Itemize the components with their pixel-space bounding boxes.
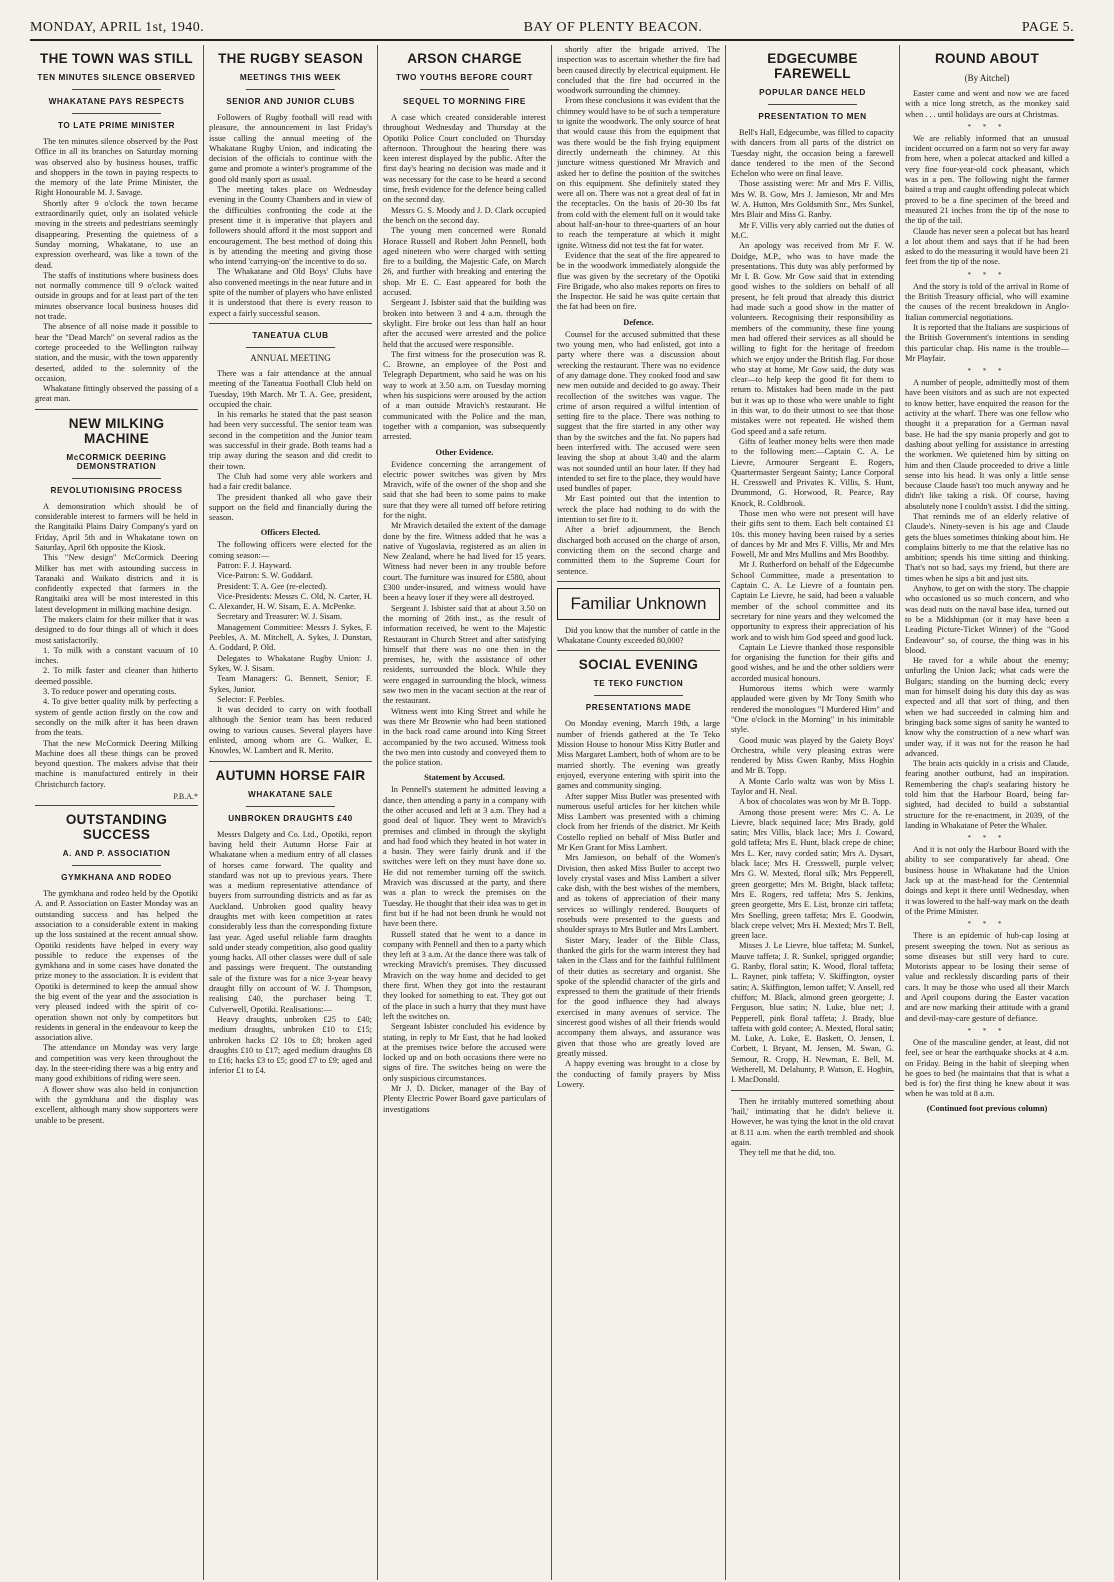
section-separator: * * * bbox=[967, 122, 1007, 131]
paragraph: Mr Mravich detailed the extent of the damage done by the fire. Witness added that he was a native of Yugoslavia, registered as an alien in New Zealand, where he had lived for 15 years. Witness had never been in any trouble before court. The furniture was insured for £580, about £300 under-insured, and witness would have been a heavy loser if they were all destroyed. bbox=[383, 521, 546, 603]
subheading: TO LATE PRIME MINISTER bbox=[57, 121, 176, 130]
divider bbox=[420, 89, 510, 90]
paragraph: Mr J. D. Dicker, manager of the Bay of Plenty Electric Power Board gave particulars of investigations bbox=[383, 1084, 546, 1114]
headline: OUTSTANDING SUCCESS bbox=[65, 812, 168, 843]
paragraph: 2. To milk faster and cleaner than hitherto deemed possible. bbox=[35, 666, 198, 686]
paragraph: Claude has never seen a polecat but has heard a lot about them and says that if he had been asked to do the measuring it would have been 21 feet from the tip of the nose. bbox=[905, 226, 1069, 267]
paragraph: This "New design" McCormick Deering Milker has met with astounding success in Taranaki and Waikato districts and it is confidently expected that farmers in the Rangitaiki area will be most interested in this latest development in milking machine design. bbox=[35, 553, 198, 614]
paragraph: Sister Mary, leader of the Bible Class, thanked the girls for the warm interest they had taken in the Class and for the faithful fulfilment of their duties as secretary and organist. She spoke of the splendid character of the girls and expressed to them the gratitude of their friends for the good influence they had always exercised in many avenues of service. The sincerest good wishes of all their friends would accompany them always, and assurance was given that those who are greatly loved are greatly missed. bbox=[557, 935, 720, 1058]
paragraph: Counsel for the accused submitted that these two young men, who had enlisted, got into a party where there was a discussion about wrecking the restaurant. There was no evidence of any damage done. They cooked food and saw new men outside and decided to go away. Their recollection of the switches was vague. The crime of arson required a wilful intention of setting fire to the place. There was nothing to suggest that the fire started in any other way than by the switches and the fat. No papers had been interfered with. The accused were seen leaving the shop at about 3.40 and the alarm was not sounded until an hour later. If they had intended to set fire to the place, they would have used bundles of paper. bbox=[557, 329, 720, 494]
article-town-was-still bbox=[35, 51, 198, 410]
subheading: POPULAR DANCE HELD bbox=[759, 88, 866, 97]
paragraph: The meeting takes place on Wednesday evening in the County Chambers and in view of the difficulties confronting the code at the present time it is imperative that players and followers should afford it the most support and encouragement. The best method of doing this is by attending the meeting and giving those who intend 'carrying-on' the incentive to do so. bbox=[209, 185, 372, 267]
masthead-page-number: PAGE 5. bbox=[1021, 20, 1074, 35]
paragraph: Whakatane fittingly observed the passing of a great man. bbox=[35, 384, 198, 404]
article-body bbox=[557, 626, 720, 647]
article-arson-continued bbox=[557, 45, 720, 582]
paragraph: A happy evening was brought to a close by the conducting of family prayers by Miss Lowery. bbox=[557, 1059, 720, 1089]
paragraph: Messrs G. S. Moody and J. D. Clark occupied the bench on the second day. bbox=[383, 205, 546, 225]
headline: NEW MILKING MACHINE bbox=[68, 415, 165, 446]
masthead bbox=[30, 20, 1074, 41]
paragraph: Heavy draughts, unbroken £25 to £40; medium draughts, unbroken £10 to £15; unbroken hacks £2 10s to £8; broken aged draughts £10 to £17; aged medium draughts £8 to £16; hacks £3 to £5; good £7 to £9; aged and inferior £1 to £4. bbox=[209, 1014, 372, 1076]
article-body bbox=[731, 128, 894, 1086]
paragraph: The first witness for the prosecution was R. C. Browne, an employee of the Post and Telegraph Department, who said he was on his way to work at 3.50 a.m. on Tuesday morning when his suspicions were aroused by the action of a man outside Mravich's restaurant. He communicated with the Police and the man, together with a companion, was subsequently arrested. bbox=[383, 349, 546, 442]
paragraph: The president thanked all who gave their support on the field and financially during the season. bbox=[209, 492, 372, 523]
paragraph: In his remarks he stated that the past season had been very successful. The senior team was second in the competition and the Junior team was successful in their grade. Both teams had a trip away during the season and did credit to their town. bbox=[209, 410, 372, 471]
divider bbox=[72, 113, 162, 114]
paragraph: An apology was received from Mr F. W. Doidge, M.P., who was to have made the presentations. This duty was ably performed by Mr I. B. Gow. Mr Gow said that in extending good wishes to the soldiers on behalf of all present, he felt proud that already this district had made such a good show in the matter of volunteers. Recognising their responsibility as members of the community, these fine young men had offered their services as all should be willing to fight for the heritage of freedom which we enjoy under the British flag. For those who stay at home, Mr Gow said, the duty was clear—to help keep the good fit for them to return to. Mistakes had been made in the past but it was up to those who were unable to fight in this war, to do their utmost to see that those mistakes were not repeated. He wished them God speed and a safe return. bbox=[731, 241, 894, 436]
subheading: A. AND P. ASSOCIATION bbox=[62, 849, 171, 859]
paragraph: The gymkhana and rodeo held by the Opotiki A. and P. Association on Easter Monday was an outstanding success and has helped the association to a considerable extent in making up the loss sustained at the recent annual show. Opotiki residents have helped in every way possible to reduce the expenses of the gymkhana and in some cases have donated the prize money to the association. It is evident that Opotiki is determined to keep the annual show the big event of the year and the association is very pleased indeed with the spirit of co-operation shown not only by competitors but residents in general in the endeavour to keep the association alive. bbox=[35, 889, 198, 1043]
article-body bbox=[209, 830, 372, 1077]
article-new-milking-machine bbox=[35, 416, 198, 806]
subheading: REVOLUTIONISING PROCESS bbox=[50, 485, 183, 495]
headline: EDGECUMBE FAREWELL bbox=[767, 51, 858, 81]
subheading: TE TEKO FUNCTION bbox=[593, 679, 684, 689]
subheading: TWO YOUTHS BEFORE COURT bbox=[396, 73, 533, 82]
section-separator: * * * bbox=[967, 1026, 1007, 1035]
paragraph: The ten minutes silence observed by the Post Office in all its branches on Saturday morning was observed also by business houses, traffic and shoppers in the town in paying respects to the memory of the late Prime Minister, the Right Honourable M. J. Savage. bbox=[35, 137, 198, 198]
column-5 bbox=[726, 45, 900, 1580]
masthead-paper-name: BAY OF PLENTY BEACON. bbox=[523, 20, 703, 35]
article-body bbox=[383, 113, 546, 1115]
paragraph: And the story is told of the arrival in Rome of the British Treasury official, who will examine the causes of the recent breakdown in Anglo-Italian commercial negotiations. bbox=[905, 281, 1069, 322]
column-6 bbox=[900, 45, 1074, 1580]
paragraph: The absence of all noise made it possible to hear the "Dead March" on several radios as the cortege proceeded to the Wellington railway station, and the music, with the town apparently deserted, added to the solemnity of the occasion. bbox=[35, 322, 198, 383]
paragraph: Followers of Rugby football will read with pleasure, the announcement in last Friday's issue calling the annual meeting of the Whakatane Rugby Union, and indicating the decision of the officials to continue with the game and promote a winter's programme of the good old manly sport as usual. bbox=[209, 113, 372, 184]
paragraph: That reminds me of an elderly relative of Claude's. Ninety-seven is his age and Claude gets the blues sometimes thinking about him. He complains bitterly to me that the relative has no ambition; spends his time sitting and thinking. That's not so bad, says my friend, but there are times when he sips a bit and just sits. bbox=[905, 511, 1069, 583]
headline: THE TOWN WAS STILL bbox=[40, 51, 193, 66]
paragraph: Shortly after 9 o'clock the town became extraordinarily quiet, only an isolated vehicle moving in the streets and pedestrians seemingly disappearing. Presenting the quietness of a Sunday morning, Whakatane, to use an expression overheard, was like a town of the dead. bbox=[35, 198, 198, 270]
headline: SOCIAL EVENING bbox=[578, 657, 699, 673]
paragraph: Delegates to Whakatane Rugby Union: J. Sykes, W. J. Sisam. bbox=[209, 653, 372, 673]
article-arson-charge bbox=[383, 51, 546, 1119]
subheading: McCORMICK DEERING DEMONSTRATION bbox=[66, 452, 167, 471]
paragraph: Mr East pointed out that the intention to wreck the place had nothing to do with the intention to set fire to it. bbox=[557, 494, 720, 525]
paragraph: Mr J. Rutherford on behalf of the Edgecumbe School Committee, made a presentation to Captain C. A. Le Lievre of a fountain pen. Captain Le Lievre, he said, had been a valuable member of the school committee and its secretary for nine years and they welcomed the opportunity to express their appreciation of his work and to wish him God speed and good luck. bbox=[731, 560, 894, 642]
paragraph: Among those present were: Mrs C. A. Le Lievre, black sequined lace; Mrs Brady, gold satin; Mrs Villis, black lace; Mrs J. Coward, gold taffeta; Mrs E. Hunt, black crepe de chine; Mrs L. Ker, navy corded satin; Mrs A. Dysart, black lace; Mrs H. Cresswell, purple velvet; Mrs G. W. Mexted, floral silk; Mrs Pepperell, green georgette; Mrs M. Bright, black taffeta; Mrs E. Rogers, red taffeta; Mrs S. Jenkins, green georgette, Mrs E. List, bronze ciri taffeta; Mrs Snelling, green taffeta; Mrs E. Goodwin, black crepe velvet; Mrs H. Mexted; Mrs T. Bell, green lace. bbox=[731, 807, 894, 941]
paragraph: The young men concerned were Ronald Horace Russell and Robert John Pennell, both aged nineteen who were charged with setting fire to a building, the Majestic Cafe, on March 26, and further with breaking and entering the shop. Mr E. C. East appeared for both the accused. bbox=[383, 226, 546, 298]
paragraph: Secretary and Treasurer: W. J. Sisam. bbox=[217, 612, 343, 622]
paragraph: On Monday evening, March 19th, a large number of friends gathered at the Te Teko Mission House to honour Miss Kitty Butler and Miss Margaret Lambert, both of whom are to be married shortly. The evening was greatly enjoyed, everyone entering with spirit into the games and community singing. bbox=[557, 719, 720, 791]
headline: ARSON CHARGE bbox=[407, 51, 522, 66]
paragraph: And it is not only the Harbour Board with the ability to see comparatively far ahead. One business house in Whakatane had the Union Jack up at the mast-head for the Centennial doings and kept it there until Wednesday, when it was lowered to the half-way mark on the death of the Prime Minister. bbox=[905, 845, 1069, 916]
paragraph: 1. To milk with a constant vacuum of 10 inches. bbox=[35, 645, 198, 666]
article-body bbox=[209, 113, 372, 319]
paragraph: A demonstration which should be of considerable interest to farmers will be held in the Rangitaiki Plains Dairy Company's yard on Friday, April 5th and in Whakatane town on Saturday, April 6th opposite the Kiosk. bbox=[35, 501, 198, 552]
paragraph: The brain acts quickly in a crisis and Claude, fearing another outburst, had an inspiration. Remembering the chap's seafaring history he told him that the Harbour Board, being far-sighted, had decided to build a substantial structure for the re-enactment, in 2039, of the landing in Whakatane of Peter the Whaler. bbox=[905, 759, 1069, 830]
paragraph: A box of chocolates was won by Mr B. Topp. bbox=[739, 797, 892, 807]
byline: (By Aitchel) bbox=[964, 73, 1010, 83]
paragraph: Bell's Hall, Edgecumbe, was filled to capacity with dancers from all parts of the district on Tuesday night, the occasion being a farewell dance tendered to the men of the Second Echelon who were on final leave. bbox=[731, 128, 894, 179]
divider bbox=[246, 89, 336, 90]
article-familiar-unknown bbox=[557, 588, 720, 652]
subheading: WHAKATANE PAYS RESPECTS bbox=[48, 97, 185, 106]
columns bbox=[30, 45, 1074, 1580]
divider bbox=[72, 478, 162, 479]
paragraph: Those assisting were: Mr and Mrs F. Villis, Mrs W. B. Gow, Mrs J. Jamieson, Mr and Mrs W. A. Hutton, Mrs Goldsmith Snr., Mrs Sunkel, Mrs Blair and Miss G. Ranby. bbox=[731, 179, 894, 220]
divider bbox=[72, 865, 162, 866]
paragraph: The staffs of institutions where business does not normally commence till 9 o'clock waited outside in groups and for at least part of the ten minutes observance local business houses did not trade. bbox=[35, 270, 198, 322]
paragraph: In Pennell's statement he admitted leaving a dance, then attending a party in a company with the other accused and left at 3 a.m. They had a good deal of liquor. They went to Mravich's premises and climbed in through the skylight and had food which they heated in hot water in a basin. They were fairly drunk and if the switches were left on they must have done so. He did not remember turning off the switch. Mravich was discussed at the party, and there was a plan to wreck the premises on the Tuesday. He thought that their idea was to get in first but if he had not been drunk he would not have been there. bbox=[383, 785, 546, 929]
article-taneatua-club bbox=[209, 331, 372, 762]
paragraph: Gifts of leather money belts were then made to the following men:—Captain C. A. Le Lievre, Armourer Sergeant E. Rogers, Quartermaster Sergeant Sainty; Lance Corporal H. Cresswell and Privates K. Villis, S. Hunt, Drummond, G. Horwood, R. Pearce, Ray Knock, R. Coldbrook. bbox=[731, 436, 894, 508]
paragraph: The makers claim for their milker that it was designed to do four things all of which it does most satisfactorily. bbox=[35, 614, 198, 645]
masthead-date: MONDAY, APRIL 1st, 1940. bbox=[30, 20, 205, 35]
article-body bbox=[209, 369, 372, 757]
paragraph: After supper Miss Butler was presented with numerous useful articles for her kitchen while Miss Lambert was presented with a chiming clock from her friends of the district. Mr Keith Costello replied on behalf of Miss Butler and Mr Ken Grant for Miss Lambert. bbox=[557, 791, 720, 852]
article-round-about bbox=[905, 51, 1069, 1117]
paragraph: Selector: F. Peebles. bbox=[217, 694, 285, 704]
paragraph: Sergeant J. Isbister said that at about 3.50 on the morning of 26th inst., as the result of information received, he went to the Majestic Restaurant in Church Street and after satisfying himself that there was no one then in the premises, he, with the assistance of other residents, surrounded the block. While they were engaged in surrounding the block, witness saw two men in the vacant section at the rear of the restaurant. bbox=[383, 603, 546, 706]
section-separator: * * * bbox=[967, 270, 1007, 279]
article-rugby-season bbox=[209, 51, 372, 324]
paragraph: shortly after the brigade arrived. The inspection was to ascertain whether the fire had been caused directly by electrical equipment. He concluded that the fire had occurred in the woodwork surrounding the chimney. bbox=[557, 45, 721, 96]
column-1 bbox=[30, 45, 204, 1580]
subheading: UNBROKEN DRAUGHTS £40 bbox=[228, 813, 353, 823]
divider bbox=[246, 806, 336, 807]
paragraph: Mrs Jamieson, on behalf of the Women's Division, then asked Miss Butler to accept two lovely crystal vases and Miss Lambert a silver cake dish, with the best wishes of the members, and as tokens of appreciation of their many services so willingly rendered. Bouquets of rosebuds were presented to the guests and shoulder sprays to Mrs Butler and Mrs Lambert. bbox=[557, 853, 720, 935]
paragraph: They tell me that he did, too. bbox=[739, 1148, 836, 1158]
paragraph: The attendance on Monday was very large and competition was very keen throughout the day. In the steer-riding there was a big entry and many good exhibitions of riding were seen. bbox=[35, 1043, 198, 1084]
paragraph: A number of people, admittedly most of them have been visitors and as such are not expected to know better, have enquired the reason for the activity at the wharf. There was one fellow who thought it a preparation for a German naval base. He had the spy mania properly and got to dashing about yelling for assistance in arresting the workmen. We quietened him by sitting on him and then Claude proceeded to drive a little sense into his head. It was only a little sense because Claude hasn't too much anyway and he didn't like taking a risk. Of course, having absolutely none I couldn't assist. I did the sitting. bbox=[905, 378, 1069, 511]
paragraph: Messrs Dalgety and Co. Ltd., Opotiki, report having held their Autumn Horse Fair at Whakatane when a medium entry of all classes of horses came forward. The quality and standard was not up to previous years. There was a medium representative attendance of buyers from surrounding districts and as far as Auckland. Unbroken good quality heavy draughts met with keen competition at rates considerably less than the corresponding fixture last year. Aged useful reliable farm draughts sold under steady competition, also good quality young hacks. All other classes were dull of sale and passings were frequent. The outstanding sale of the fixture was for a nice 3-year heavy draught filly on account of W. J. Thompson, realising £40, the purchaser being T. Culverwell, Opotiki. Realisations:— bbox=[209, 829, 372, 1014]
article-body bbox=[35, 137, 198, 405]
section-separator: * * * bbox=[967, 920, 1007, 929]
paragraph: One of the masculine gender, at least, did not feel, see or hear the earthquake shocks at 4 a.m. on Friday. Being in the habit of sleeping when he goes to bed (he maintains that that is what a bed is for) the first thing he knew about it was when he was told at 8 a.m. bbox=[905, 1037, 1069, 1099]
article-body bbox=[35, 889, 198, 1126]
paragraph: We are reliably informed that an unusual incident occurred on a farm not so very far away from here, when a polecat attacked and killed a very fine four-year-old cock pheasant, which was in a pen. The following night the farmer baited a trap and caught offending polecat which proved to be a fine specimen of the breed and measured 21 inches from the tip of the nose to the tip of the tail. bbox=[905, 133, 1069, 226]
paragraph: Good music was played by the Gaiety Boys' Orchestra, while very pleasing extras were rendered by Miss Gwen Ranby, Miss Hogbin and Mr B. Topp. bbox=[731, 735, 894, 776]
paragraph: 3. To reduce power and operating costs. bbox=[43, 687, 177, 697]
subheading: ANNUAL MEETING bbox=[250, 352, 331, 363]
paragraph: Anyhow, to get on with the story. The chappie who occasioned us so much concern, and who was dead nuts on the naval base idea, turned out to be a Midshipman (or it may have been a Leading Picture-Ticket Winner) of the "Good Endeavour" so, of course, the thing was in his blood. bbox=[905, 584, 1069, 655]
paragraph: 4. To give better quality milk by perfecting a system of gentle action firstly on the cow and secondly on the milk after it has been drawn from the teats. bbox=[35, 697, 198, 738]
paragraph: He raved for a while about the enemy; unfurling the Union Jack; what cads were the Bulgars; standing on the burning deck; every man for himself doing his duty this day as was expected and all that sort of thing, and then when we had succeeded in calming him and bringing back some signs of sanity he wanted to know why the construction of a new wharf was under way, if it was not for the reason he had advanced. bbox=[905, 656, 1069, 758]
subheading: MEETINGS THIS WEEK bbox=[239, 73, 342, 82]
article-autumn-horse-fair bbox=[209, 768, 372, 1081]
paragraph: Then he irritably muttered something about 'hail,' intimating that he didn't believe it. However, he was tying the knot in the old cravat at 8.11 a.m. when the earth trembled and shook again. bbox=[731, 1096, 894, 1147]
subheading: PRESENTATION TO MEN bbox=[758, 112, 867, 121]
column-3 bbox=[378, 45, 552, 1580]
headline: AUTUMN HORSE FAIR bbox=[215, 767, 366, 783]
headline: ROUND ABOUT bbox=[934, 51, 1040, 66]
paragraph: Evidence concerning the arrangement of electric power switches was given by Mrs Mravich, wife of the owner of the shop and she said that she had been to some pains to make sure that they were all turned off before retiring for the night. bbox=[383, 459, 546, 520]
article-edgecumbe-farewell bbox=[731, 51, 894, 1091]
column-4 bbox=[552, 45, 726, 1580]
subheading: TANEATUA CLUB bbox=[252, 330, 329, 340]
paragraph: There is an epidemic of hub-cap losing at present sweeping the town. Not as serious as some diseases but still very hard to cure. Motorists appear to be losing their sense of value and recklessly discarding parts of their cars. It may be those who used all their March and April coupons during the Easter vacation and are now marking their attitude with a grand and devil-may-care gesture of defiance. bbox=[905, 931, 1069, 1023]
article-body bbox=[905, 89, 1069, 1113]
paragraph: Vice-Presidents: Messrs C. Old, N. Carter, H. C. Alexander, H. W. Sisam, E. A. McPenke. bbox=[209, 591, 372, 612]
continued-note: (Continued foot previous column) bbox=[926, 1103, 1048, 1113]
paragraph: Vice-Patron: S. W. Goddard. bbox=[217, 571, 313, 581]
subheading: SENIOR AND JUNIOR CLUBS bbox=[226, 97, 355, 106]
subheading: GYMKHANA AND RODEO bbox=[61, 873, 172, 883]
paragraph: From these conclusions it was evident that the chimney would have to be of such a temperature to ignite the woodwork. The only source of heat that would cause this from the equipment that was there would be the fish frying equipment directly underneath the chimney. At this juncture witness questioned Mr Mravich and asked her to define the position of the switches on this equipment. She definitely stated they were all on. There was not a great deal of fat in the receptacles. On the basis of 20-30 lbs fat from cold with the element full on it would take about half-an-hour to three-quarters of an hour to reach the temperature at which it might ignite. Witness did not test the fat for water. bbox=[557, 96, 720, 250]
section-heading: Other Evidence. bbox=[435, 447, 494, 457]
paragraph: Did you know that the number of cattle in the Whakatane County exceeded 80,000? bbox=[557, 625, 720, 646]
section-separator: * * * bbox=[967, 367, 1007, 376]
paragraph: Misses J. Le Lievre, blue taffeta; M. Sunkel, Mauve taffeta; J. R. Sunkel, sprigged organdie; G. Ranby, floral satin; K. Wood, floral taffeta; L. Rayner, pink taffeta; V. Skiffington, oyster satin; A. Skiffington, lemon taffet; V. Ansell, red chiffon; M. Black, almond green georgette; J. Ferguson, blue satin; N. Luke, blue net; J. Pepperell, pink floral taffeta; J. Brady, blue taffeta with gold contee; A. Mexted, floral satin; M. Luke, A. Luke, E. Baskett, O. Jensen, I. Corbett, I. Bryant, M. Jensen, M. Swan, G. Semour, R. Cropp, H. Newman, E. Bell, M. Wetherell, M. Delahunty, P. Watson, E. Hogbin, I. MacDonald. bbox=[731, 941, 894, 1085]
article-body bbox=[557, 45, 720, 577]
divider bbox=[246, 347, 336, 348]
section-heading: Statement by Accused. bbox=[424, 773, 505, 783]
divider bbox=[72, 89, 162, 90]
round-about-continued bbox=[731, 1097, 894, 1163]
paragraph: Sergeant J. Isbister said that the building was broken into between 3 and 4 a.m. through the skylight. Fire broke out less than half an hour after the accused were arrested and the police held that the accused were responsible. bbox=[383, 298, 546, 349]
paragraph: Captain Le Lievre thanked those responsible for organising the function for their gifts and good wishes, and he and the other soldiers were accorded musical honours. bbox=[731, 642, 894, 683]
paragraph: Mr F. Villis very ably carried out the duties of M.C. bbox=[731, 220, 894, 240]
paragraph: Humorous items which were warmly applauded were given by Mr Tony Smith who rendered the monologues "I Murdered Him" and "One o'clock in the Morning" in his inimitable style. bbox=[731, 684, 894, 735]
paragraph: Patron: F. J. Hayward. bbox=[217, 560, 292, 570]
paragraph: The Whakatane and Old Boys' Clubs have also convened meetings in the near future and in spite of the number of players who have enlisted it is understood that there is every reason to expect a fairly successful season. bbox=[209, 267, 372, 318]
paragraph: There was a fair attendance at the annual meeting of the Taneatua Football Club held on Tuesday, 19th March. Mr T. A. Gee, president, occupied the chair. bbox=[209, 368, 372, 409]
paragraph: Evidence that the seat of the fire appeared to be in the woodwork immediately alongside the flue was given by the secretary of the Opotiki Fire Brigade, who also makes reports on fires to the Inspector. He said he was quite certain that the fat had been on fire. bbox=[557, 250, 720, 312]
paragraph: Easter came and went and now we are faced with a nice long stretch, as the monkey said when . . . until holidays are ours at Christmas. bbox=[905, 89, 1069, 119]
divider bbox=[594, 695, 684, 696]
subheading: WHAKATANE SALE bbox=[248, 789, 333, 799]
article-body bbox=[557, 719, 720, 1090]
paragraph: That the new McCormick Deering Milking Machine does all these things can be proved beyond question. The makers advise that their machine is manufactured entirely in their Christchurch factory. bbox=[35, 738, 198, 789]
divider bbox=[768, 104, 858, 105]
paragraph: A Monte Carlo waltz was won by Miss I. Taylor and H. Neal. bbox=[731, 776, 894, 796]
paragraph: A case which created considerable interest throughout Wednesday and Thursday at the Opotiki Police Court concluded on Thursday afternoon. Throughout the hearing there was keen interest displayed by the public. After the first day's hearing no decision was made and it was necessary for the case to be heard a second time, fresh evidence for the defence being called on the second day. bbox=[383, 113, 546, 205]
paragraph: Team Managers: G. Bennett, Senior; F. Sykes, Junior. bbox=[209, 674, 372, 694]
article-outstanding-success bbox=[35, 812, 198, 1130]
paragraph: Those men who were not present will have their gifts sent to them. Each belt contained £1 10s. this money having been raised by a series of dances by Mr and Mrs F. Villis, Mr and Mrs Fowell, Mr and Mrs Mullins and Mrs Boothby. bbox=[731, 508, 894, 560]
paragraph: A flower show was also held in conjunction with the gymkhana and the display was excellent, although many show supporters were unable to be present. bbox=[35, 1084, 198, 1125]
signature: P.B.A.* bbox=[173, 792, 198, 802]
section-heading: Defence. bbox=[623, 317, 654, 327]
section-heading: Officers Elected. bbox=[260, 528, 321, 538]
paragraph: Management Committee: Messrs J. Sykes, F. Peebles, A. M. Mitchell, A. Sykes, J. Dunstan, A. Goddard, P. Old. bbox=[209, 622, 372, 653]
paragraph: President: T. A. Gee (re-elected). bbox=[217, 581, 328, 591]
subheading: TEN MINUTES SILENCE OBSERVED bbox=[37, 73, 196, 82]
paragraph: The following officers were elected for the coming season:— bbox=[209, 540, 372, 560]
paragraph: Witness went into King Street and while he was there Mr Brownie who had been stationed in the back road came around into King Street accompanied by the two accused. Witness took the two men into custody and conveyed them to the police station. bbox=[383, 706, 546, 768]
subheading: SEQUEL TO MORNING FIRE bbox=[403, 97, 526, 106]
subheading: PRESENTATIONS MADE bbox=[585, 703, 692, 713]
paragraph: It was decided to carry on with football although the Senior team has been reduced owing to various causes. Several players have enlisted, among whom are G. Walker, E. Knowles, W. Lambert and R. Merito. bbox=[209, 705, 372, 756]
paragraph: Russell stated that he went to a dance in company with Pennell and then to a party which they left at 3 a.m. At the dance there was talk of wrecking Mravich's premises. They discussed Mravich on the way home and decided to get there first. When they got into the restaurant they looked for something to eat. They got out of the place in such a hurry that they must have left the switches on. bbox=[383, 929, 546, 1021]
paragraph: The Club had some very able workers and had a fair credit balance. bbox=[209, 471, 372, 492]
section-separator: * * * bbox=[967, 834, 1007, 843]
paragraph: It is reported that the Italians are suspicious of the British Government's intentions in sending this particular chap. His name is the trouble—Mr Playfair. bbox=[905, 322, 1069, 363]
column-2 bbox=[204, 45, 378, 1580]
paragraph: After a brief adjournment, the Bench discharged both accused on the charge of arson, convicting them on the second charge and committed them to the Supreme Court for sentence. bbox=[557, 525, 720, 576]
article-body bbox=[35, 502, 198, 801]
paragraph: Sergeant Isbister concluded his evidence by stating, in reply to Mr East, that he had looked at the premises twice before the accused were locked up and on both occasions there were no signs of fire. The switches being on were the only suspicious circumstances. bbox=[383, 1022, 546, 1083]
boxed-headline: Familiar Unknown bbox=[557, 588, 720, 620]
article-body bbox=[731, 1097, 894, 1159]
article-social-evening bbox=[557, 657, 720, 1094]
headline: THE RUGBY SEASON bbox=[218, 51, 363, 66]
